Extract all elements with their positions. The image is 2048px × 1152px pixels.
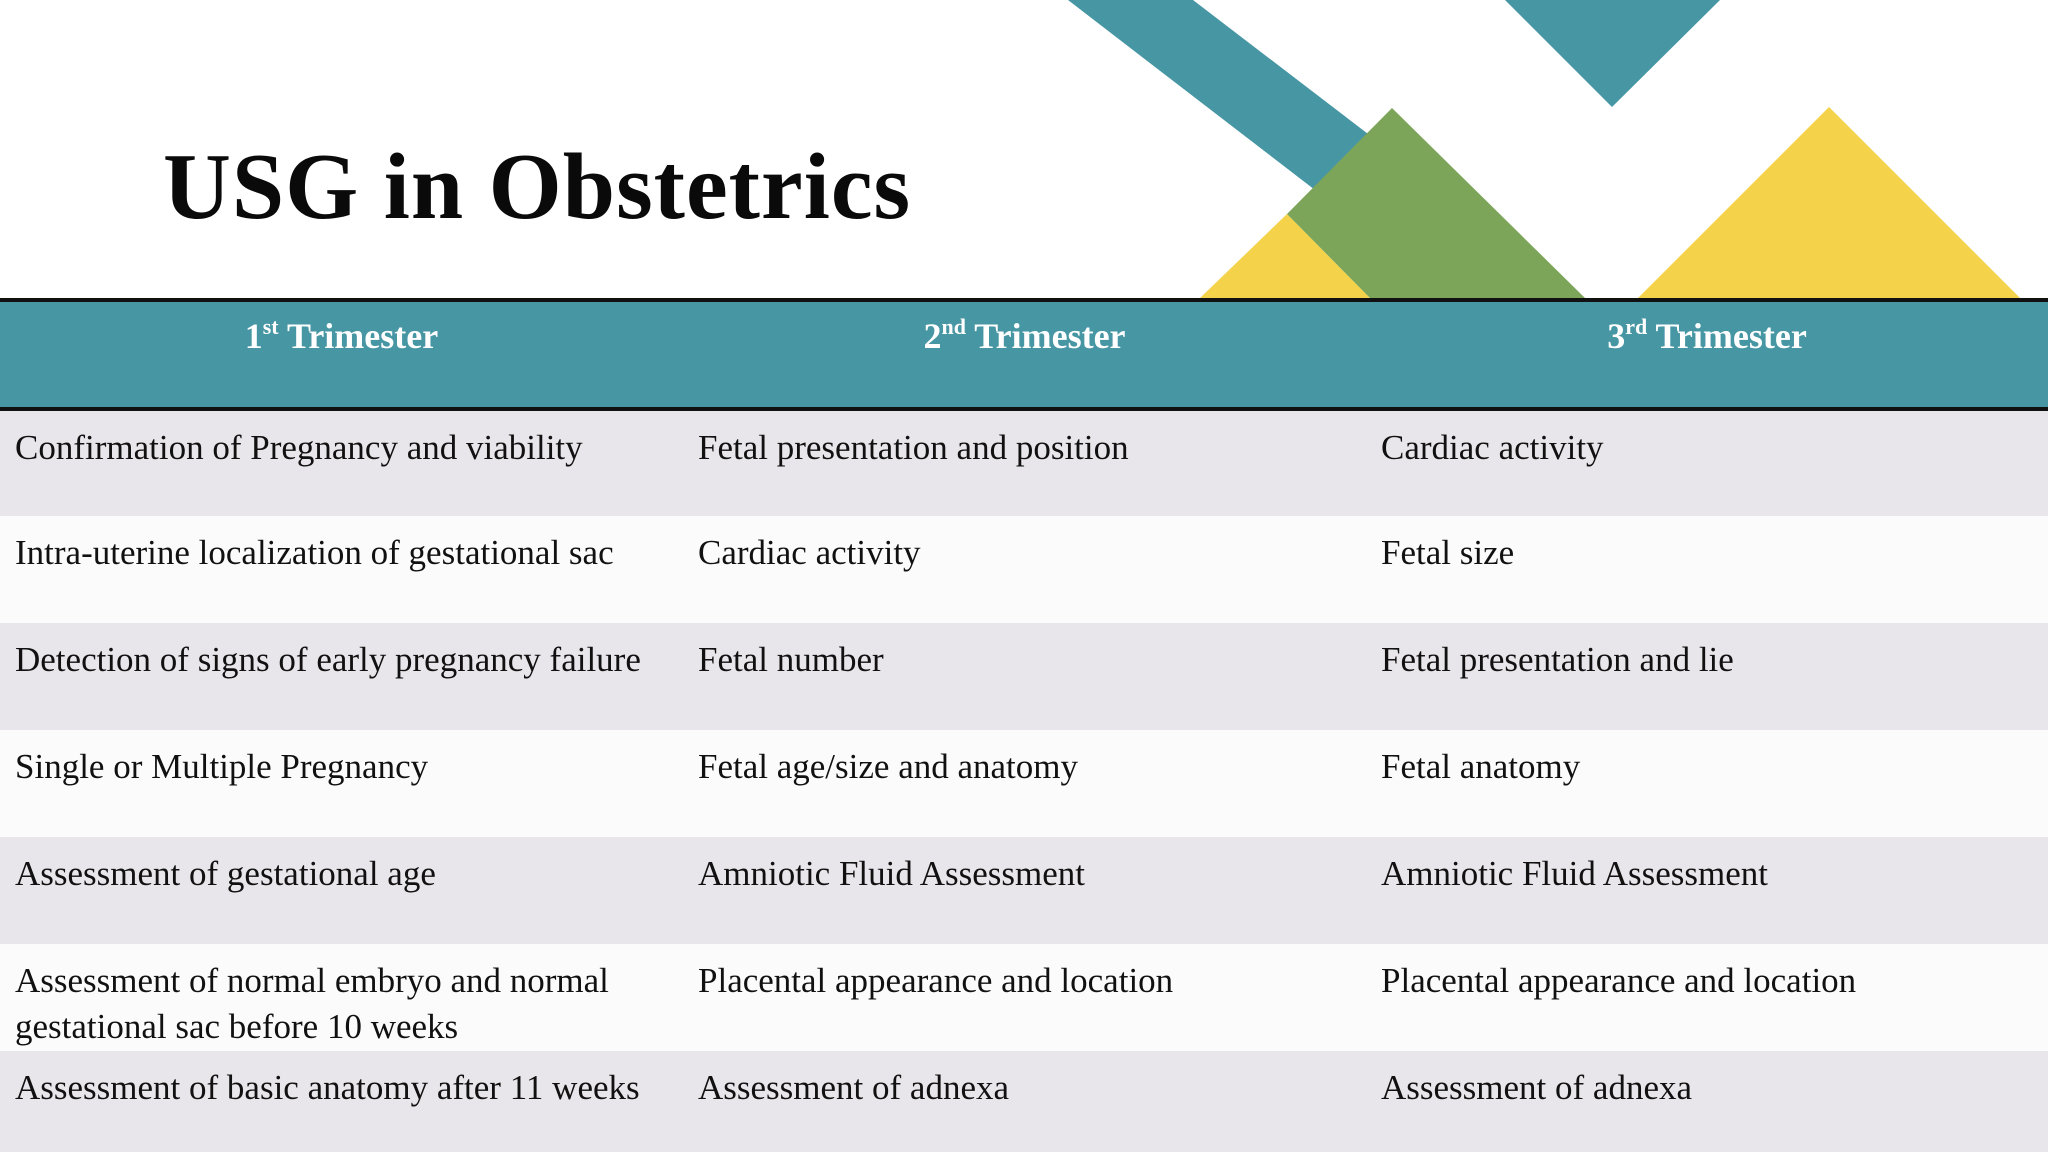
header-ordinal-suffix: rd (1625, 314, 1648, 339)
table-cell-first-trimester: Assessment of basic anatomy after 11 weeks (15, 1068, 640, 1107)
table-row (0, 730, 2048, 837)
header-second-trimester (683, 300, 1366, 409)
table-cell-second-trimester: Assessment of adnexa (698, 1068, 1010, 1107)
teal-chevron (1505, 0, 1720, 107)
table-cell-first-trimester: Assessment of normal embryo and normal gestational sac before 10 weeks (15, 961, 609, 1046)
table-cell-third-trimester: Assessment of adnexa (1381, 1068, 1693, 1107)
table-header (0, 300, 2048, 409)
table-cell-second-trimester: Cardiac activity (698, 533, 921, 572)
table-cell-second-trimester: Fetal number (698, 640, 884, 679)
table-cell-third-trimester: Fetal presentation and lie (1381, 640, 1734, 679)
table-cell-first-trimester: Assessment of gestational age (15, 854, 436, 893)
header-third-trimester (1366, 300, 2048, 409)
table-cell-first-trimester: Single or Multiple Pregnancy (15, 747, 429, 786)
table-row (0, 837, 2048, 944)
header-label: Trimester (1647, 316, 1807, 356)
table-row (0, 1051, 2048, 1152)
table-row (0, 516, 2048, 623)
header-label: Trimester (965, 316, 1126, 356)
table-cell-second-trimester: Amniotic Fluid Assessment (698, 854, 1085, 893)
table-cell-third-trimester: Cardiac activity (1381, 428, 1604, 467)
table-row (0, 623, 2048, 730)
table-cell-second-trimester: Placental appearance and location (698, 961, 1174, 1000)
header-ordinal-suffix: st (262, 314, 279, 339)
header-first-trimester (0, 300, 683, 409)
header-row (0, 300, 2048, 409)
table-row (0, 944, 2048, 1051)
table-cell-first-trimester: Detection of signs of early pregnancy failure (15, 640, 641, 679)
header-ordinal-suffix: nd (941, 314, 966, 339)
table-cell-second-trimester: Fetal age/size and anatomy (698, 747, 1078, 786)
slide-title: USG in Obstetrics (163, 135, 912, 239)
table-row (0, 409, 2048, 516)
table-cell-second-trimester: Fetal presentation and position (698, 428, 1129, 467)
header-ordinal: 1 (244, 316, 263, 356)
table-cell-third-trimester: Fetal size (1381, 533, 1515, 572)
table-cell-third-trimester: Placental appearance and location (1381, 961, 1857, 1000)
header-ordinal: 2 (923, 316, 942, 356)
yellow-triangle-right (1638, 107, 2020, 298)
table-cell-first-trimester: Intra-uterine localization of gestational sac (15, 533, 614, 572)
table-cell-first-trimester: Confirmation of Pregnancy and viability (15, 428, 583, 467)
header-ordinal: 3 (1607, 316, 1626, 356)
trimester-table (0, 298, 2048, 1152)
header-label: Trimester (278, 316, 439, 356)
table-body (0, 409, 2048, 1152)
table-cell-third-trimester: Amniotic Fluid Assessment (1381, 854, 1768, 893)
table-cell-third-trimester: Fetal anatomy (1381, 747, 1581, 786)
